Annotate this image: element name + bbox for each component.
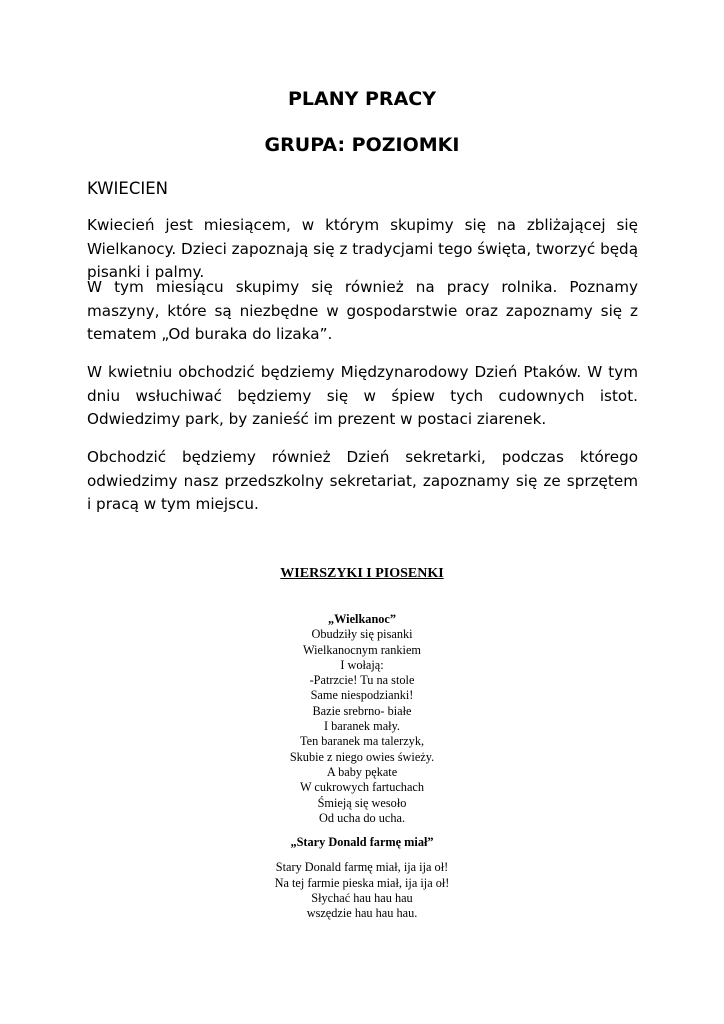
poem-line: I wołają: bbox=[340, 657, 384, 672]
poem-line: Od ucha do ucha. bbox=[318, 810, 406, 825]
group-title: GRUPA: POZIOMKI bbox=[264, 134, 460, 156]
paragraph-birds-day: W kwietniu obchodzić będziemy Międzynarodowy Dzień Ptaków. W tym dniu wsłuchiwać będziemy się w śpiew tych cudownych istot. Odwiedzimy park, by zanieść im prezent w postaci ziarenek. bbox=[87, 363, 638, 428]
poem-line: Stary Donald farmę miał, ija ija oł! bbox=[275, 860, 449, 875]
paragraph-easter: Kwiecień jest miesiącem, w którym skupimy się na zbliżającej się Wielkanocy. Dzieci zapoznają się z tradycjami tego święta, tworzyć będą pisanki i palmy. bbox=[87, 216, 638, 281]
poem-wielkanoc bbox=[0, 612, 724, 826]
poem-title: „Wielkanoc” bbox=[327, 612, 397, 626]
poem-line: Skubie z niego owies świeży. bbox=[289, 749, 435, 764]
poem-gap bbox=[0, 850, 724, 860]
poems-heading: WIERSZYKI I PIOSENKI bbox=[280, 566, 444, 581]
page-title: PLANY PRACY bbox=[288, 88, 436, 110]
poem-stary-donald bbox=[0, 835, 724, 921]
poem-line: -Patrzcie! Tu na stole bbox=[309, 673, 415, 688]
poem-line: Obudziły się pisanki bbox=[311, 627, 413, 642]
paragraph-secretary-day: Obchodzić będziemy również Dzień sekretarki, podczas którego odwiedzimy nasz przedszkolny sekretariat, zapoznamy się ze sprzętem i pracą w tym miejscu. bbox=[87, 448, 638, 513]
poem-line: Same niespodzianki! bbox=[310, 688, 414, 703]
poem-line: Wielkanocnym rankiem bbox=[303, 642, 421, 657]
poem-line: Ten baranek ma talerzyk, bbox=[299, 734, 425, 749]
month-heading: KWIECIEN bbox=[87, 179, 168, 198]
poem-line: W cukrowych fartuchach bbox=[299, 780, 425, 795]
poem-line: A baby pękate bbox=[326, 764, 398, 779]
poem-line: Śmieją się wesoło bbox=[317, 795, 407, 810]
poem-line: Bazie srebrno- białe bbox=[312, 703, 412, 718]
poem-line: wszędzie hau hau hau. bbox=[306, 906, 418, 921]
poem-line: Na tej farmie pieska miał, ija ija oł! bbox=[274, 875, 450, 890]
poem-line: Słychać hau hau hau bbox=[311, 890, 413, 905]
poem-line: I baranek mały. bbox=[323, 719, 401, 734]
poem-title: „Stary Donald farmę miał” bbox=[290, 835, 434, 849]
paragraph-farmer: W tym miesiącu skupimy się również na pracy rolnika. Poznamy maszyny, które są niezbędne w gospodarstwie oraz zapoznamy się z tematem „Od buraka do lizaka”. bbox=[87, 278, 638, 343]
